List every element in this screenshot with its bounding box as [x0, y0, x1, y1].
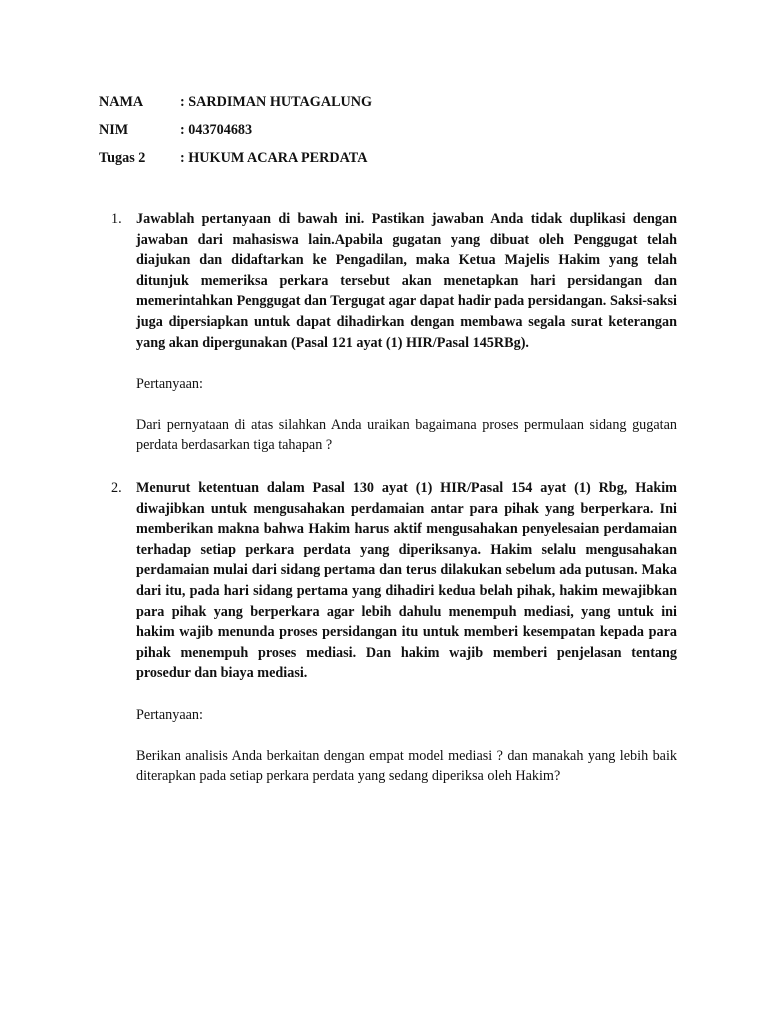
nim-label: NIM: [99, 122, 129, 138]
assignment-value: : HUKUM ACARA PERDATA: [180, 150, 368, 166]
nim-value: : 043704683: [180, 122, 253, 138]
question-1-statement: [111, 209, 677, 353]
question-2-label: Pertanyaan:: [136, 706, 203, 723]
name-label: NAMA: [99, 94, 144, 110]
name-row: [99, 93, 659, 121]
question-1-label: Pertanyaan:: [136, 376, 203, 393]
assignment-row: [99, 149, 659, 177]
assignment-label: Tugas 2: [99, 150, 146, 166]
question-2: [111, 478, 677, 787]
question-2-text: Menurut ketentuan dalam Pasal 130 ayat (1) HIR/Pasal 154 ayat (1) Rbg, Hakim diwajibkan untuk mengusahakan perdamaian antar para pihak yang berperkara. Ini memberikan makna bahwa Hakim harus aktif mengusahakan penyelesaian perdamaian terhadap setiap perkara perdata yang diperiksanya. Hakim selalu mengusahakan perdamaian mulai dari sidang pertama dan terus dilakukan sebelum ada putusan. Maka dari itu, pada hari sidang pertama yang dihadiri kedua belah pihak, hakim mewajibkan para pihak yang berperkara agar lebih dahulu menempuh mediasi, yang untuk ini hakim wajib menunda proses persidangan itu untuk memberi kesempatan kepada para pihak menempuh proses mediasi. Dan hakim wajib memberi penjelasan tentang prosedur dan biaya mediasi.: [136, 480, 677, 682]
question-1-text: Jawablah pertanyaan di bawah ini. Pastikan jawaban Anda tidak duplikasi dengan jawaban dari mahasiswa lain.Apabila gugatan yang dibuat oleh Penggugat telah diajukan dan didaftarkan ke Pengadilan, maka Ketua Majelis Hakim yang telah ditunjuk memeriksa perkara tersebut akan menetapkan hari persidangan dan memerintahkan Penggugat dan Tergugat agar dapat hadir pada persidangan. Saksi-saksi juga dipersiapkan untuk dapat dihadirkan dengan membawa segala surat keterangan yang akan dipergunakan (Pasal 121 ayat (1) HIR/Pasal 145RBg).: [136, 211, 677, 351]
question-1-number: 1.: [111, 211, 122, 227]
question-2-statement: [111, 478, 677, 684]
question-2-question: Berikan analisis Anda berkaitan dengan empat model mediasi ? dan manakah yang lebih baik diterapkan pada setiap perkara perdata yang sedang diperiksa oleh Hakim?: [136, 747, 677, 785]
nim-row: [99, 121, 659, 149]
question-2-number: 2.: [111, 480, 122, 496]
name-value: : SARDIMAN HUTAGALUNG: [180, 94, 373, 110]
question-1-question: Dari pernyataan di atas silahkan Anda uraikan bagaimana proses permulaan sidang gugatan perdata berdasarkan tiga tahapan ?: [136, 416, 677, 454]
student-info-header: [99, 93, 659, 177]
question-1: [111, 209, 677, 456]
